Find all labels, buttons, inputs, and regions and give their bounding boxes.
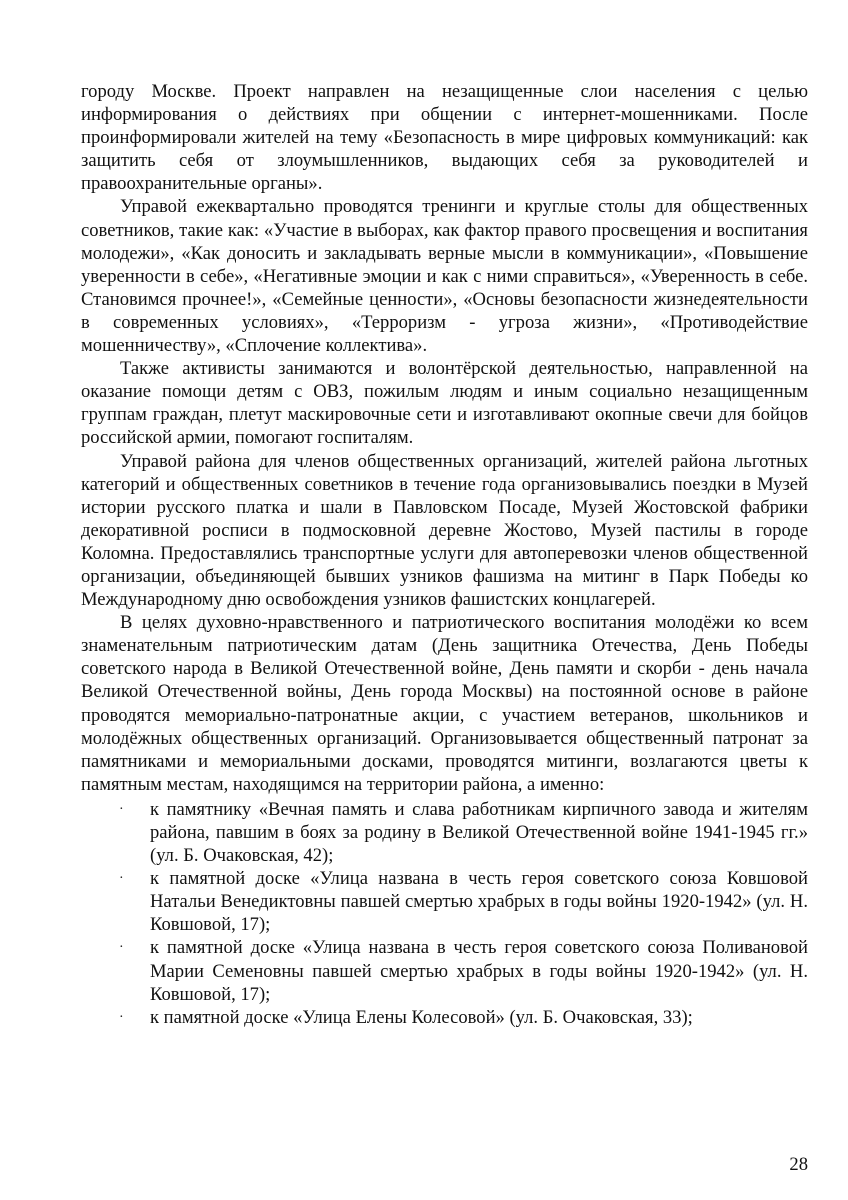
paragraph-trainings: Управой ежеквартально проводятся тренинги и круглые столы для общественных советников, такие как: «Участие в выборах, как фактор правого просвещения и воспитания молодежи», «Как доносить и закладывать верные мысли в коммуникации», «Повышение уверенности в себе», «Негативные эмоции и как с ними справиться», «Уверенность в себе. Становимся прочнее!», «Семейные ценности», «Основы безопасности жизнедеятельности в современных условиях», «Терроризм - угроза жизни», «Противодействие мошенничеству», «Сплочение коллектива». [81, 196, 808, 357]
page-number: 28 [789, 1154, 808, 1175]
bullet-marker-icon: · [119, 1009, 124, 1025]
list-item-text: к памятной доске «Улица названа в честь героя советского союза Поливановой Марии Семеновны павшей смертью храбрых в годы войны 1920-1942» (ул. Н. Ковшовой, 17); [150, 937, 808, 1005]
list-item [119, 1006, 808, 1029]
paragraph-volunteering: Также активисты занимаются и волонтёрской деятельностью, направленной на оказание помощи детям с ОВЗ, пожилым людям и иным социально незащищенным группам граждан, плетут маскировочные сети и изготавливают окопные свечи для бойцов российской армии, помогают госпиталям. [81, 358, 808, 449]
memorial-list [81, 798, 808, 1029]
list-item [119, 798, 808, 867]
paragraph-patriotic-education: В целях духовно-нравственного и патриотического воспитания молодёжи ко всем знаменательным патриотическим датам (День защитника Отечества, День Победы советского народа в Великой Отечественной войне, День памяти и скорби - день начала Великой Отечественной войны, День города Москвы) на постоянной основе в районе проводятся мемориально-патронатные акции, с участием ветеранов, школьников и молодёжных общественных организаций. Организовывается общественный патронат за памятниками и мемориальными досками, проводятся митинги, возлагаются цветы к памятным местам, находящимся на территории района, а именно: [81, 612, 808, 795]
bullet-marker-icon: · [119, 801, 124, 817]
list-item-text: к памятнику «Вечная память и слава работникам кирпичного завода и жителям района, павшим в боях за родину в Великой Отечественной войне 1941-1945 гг.» (ул. Б. Очаковская, 42); [150, 798, 808, 867]
bullet-marker-icon: · [119, 871, 124, 887]
document-page [81, 80, 808, 1029]
paragraph-project-info: городу Москве. Проект направлен на незащищенные слои населения с целью информирования о действиях при общении с интернет-мошенниками. После проинформировали жителей на тему «Безопасность в мире цифровых коммуникаций: как защитить себя от злоумышленников, выдающих себя за руководителей и правоохранительные органы». [81, 81, 808, 195]
list-item-text: к памятной доске «Улица названа в честь героя советского союза Ковшовой Натальи Венедиктовны павшей смертью храбрых в годы войны 1920-1942» (ул. Н. Ковшовой, 17); [150, 868, 808, 936]
paragraph-excursions: Управой района для членов общественных организаций, жителей района льготных категорий и общественных советников в течение года организовывались поездки в Музей истории русского платка и шали в Павловском Посаде, Музей Жостовской фабрики декоративной росписи в подмосковной деревне Жостово, Музей пастилы в городе Коломна. Предоставлялись транспортные услуги для автоперевозки членов общественной организации, объединяющей бывших узников фашизма на митинг в Парк Победы ко Международному дню освобождения узников фашистских концлагерей. [81, 450, 808, 611]
list-item [119, 867, 808, 936]
list-item [119, 936, 808, 1005]
list-item-text: к памятной доске «Улица Елены Колесовой» (ул. Б. Очаковская, 33); [150, 1006, 693, 1028]
bullet-marker-icon: · [119, 940, 124, 956]
